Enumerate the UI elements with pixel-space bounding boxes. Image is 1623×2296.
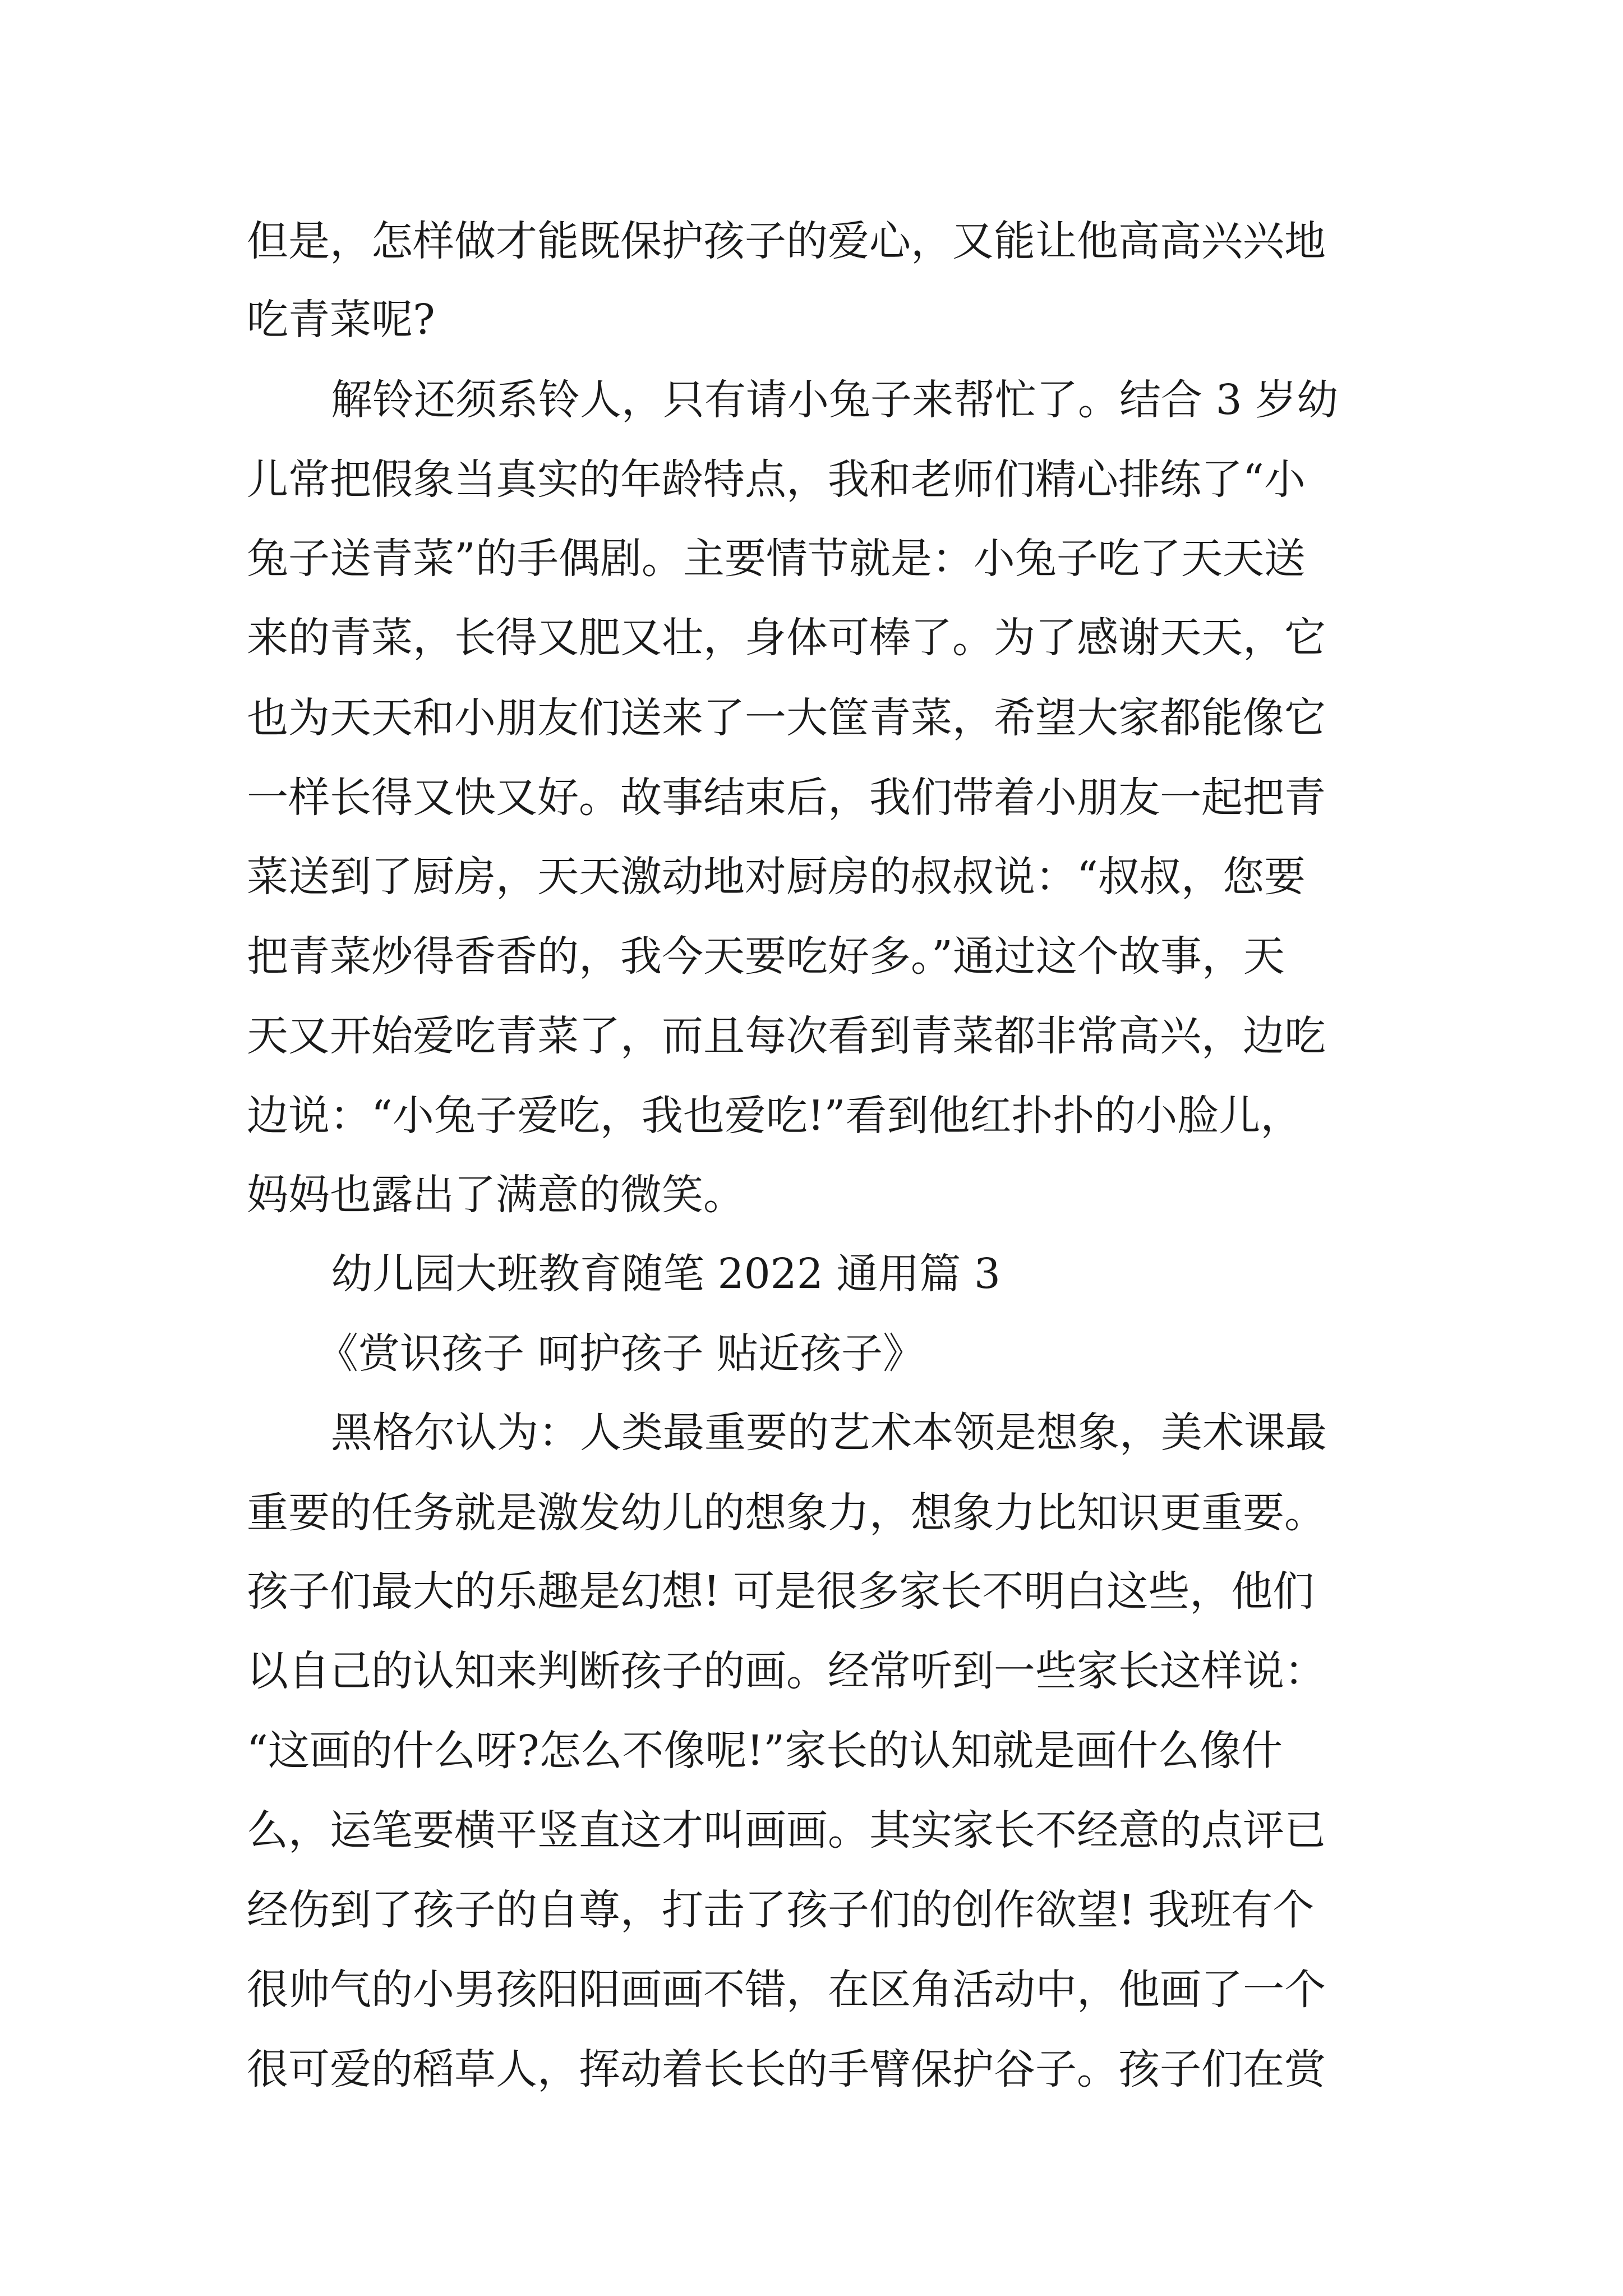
article-title: 《赏识孩子 呵护孩子 贴近孩子》: [317, 1329, 925, 1378]
paragraph-line: 很可爱的稻草人，挥动着长长的手臂保护谷子。孩子们在赏: [247, 2045, 1326, 2093]
paragraph-line: 解铃还须系铃人，只有请小兔子来帮忙了。结合 3 岁幼: [331, 376, 1339, 424]
paragraph-line: 重要的任务就是激发幼儿的想象力，想象力比知识更重要。: [247, 1489, 1326, 1537]
paragraph-line: 黑格尔认为：人类最重要的艺术本领是想象，美术课最: [331, 1409, 1327, 1457]
paragraph-line: 也为天天和小朋友们送来了一大筐青菜，希望大家都能像它: [247, 694, 1326, 742]
paragraph-line: 很帅气的小男孩阳阳画画不错，在区角活动中，他画了一个: [247, 1966, 1326, 2014]
paragraph-line: 边说：“小兔子爱吃，我也爱吃!”看到他红扑扑的小脸儿，: [247, 1092, 1302, 1140]
paragraph-line: “这画的什么呀?怎么不像呢!”家长的认知就是画什么像什: [247, 1727, 1283, 1775]
paragraph-line: 但是，怎样做才能既保护孩子的爱心，又能让他高高兴兴地: [247, 217, 1326, 265]
paragraph-line: 以自己的认知来判断孩子的画。经常听到一些家长这样说：: [247, 1647, 1326, 1695]
section-heading: 幼儿园大班教育随笔 2022 通用篇 3: [331, 1250, 1000, 1298]
paragraph-line: 吃青菜呢?: [247, 296, 435, 344]
paragraph-line: 儿常把假象当真实的年龄特点，我和老师们精心排练了“小: [247, 455, 1306, 504]
paragraph-line: 么，运笔要横平竖直这才叫画画。其实家长不经意的点评已: [247, 1806, 1326, 1855]
paragraph-line: 孩子们最大的乐趣是幻想! 可是很多家长不明白这些，他们: [247, 1567, 1315, 1616]
paragraph-line: 菜送到了厨房，天天激动地对厨房的叔叔说：“叔叔，您要: [247, 853, 1306, 901]
paragraph-line: 天又开始爱吃青菜了，而且每次看到青菜都非常高兴，边吃: [247, 1012, 1326, 1060]
paragraph-line: 经伤到了孩子的自尊，打击了孩子们的创作欲望! 我班有个: [247, 1886, 1315, 1934]
paragraph-line: 兔子送青菜”的手偶剧。主要情节就是：小兔子吃了天天送: [247, 535, 1306, 583]
paragraph-line: 来的青菜，长得又肥又壮，身体可棒了。为了感谢天天，它: [247, 614, 1326, 662]
paragraph-line: 妈妈也露出了满意的微笑。: [247, 1171, 745, 1219]
paragraph-line: 把青菜炒得香香的，我今天要吃好多。”通过这个故事，天: [247, 932, 1285, 981]
paragraph-line: 一样长得又快又好。故事结束后，我们带着小朋友一起把青: [247, 774, 1326, 822]
